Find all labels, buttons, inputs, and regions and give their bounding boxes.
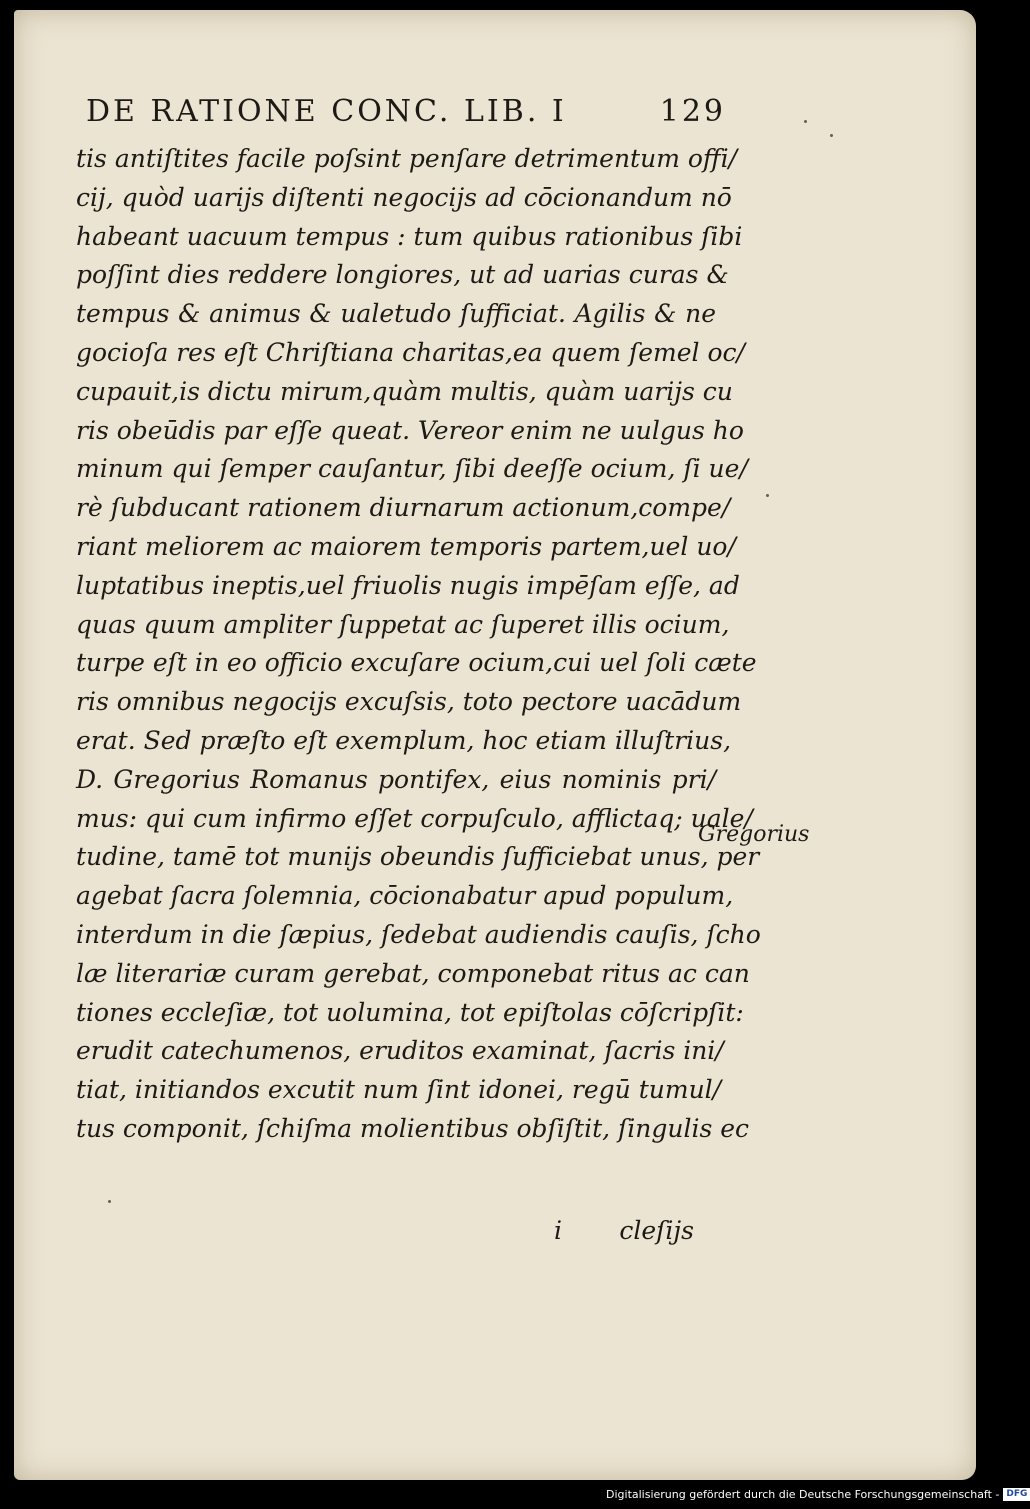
text-line: habeant uacuum tempus : tum quibus rationibus ſibi: [76, 221, 743, 251]
digitization-credit: [606, 1488, 1030, 1501]
running-header: [86, 94, 726, 129]
text-line: gocioſa res eſt Chriſtiana charitas,ea quem ſemel oc/: [76, 337, 745, 367]
text-line: luptatibus ineptis,uel friuolis nugis impēſam eſſe, ad: [76, 570, 740, 600]
body-text: [76, 140, 761, 1149]
text-line: cupauit,is dictu mirum,quàm multis, quàm uarijs cu: [76, 376, 733, 406]
text-line: riant meliorem ac maiorem temporis partem,uel uo/: [76, 531, 736, 561]
text-line: mus: qui cum infirmo eſſet corpuſculo, afflictaq; uale/: [76, 803, 753, 833]
text-line: poſſint dies reddere longiores, ut ad uarias curas &: [76, 260, 729, 290]
text-line: quas quum ampliter ſuppetat ac ſuperet illis ocium,: [76, 609, 730, 639]
text-line: turpe eſt in eo officio excuſare ocium,cui uel ſoli cæte: [76, 648, 757, 678]
catchword: cleſijs: [619, 1216, 694, 1245]
text-line: D. Gregorius Romanus pontifex, eius nominis pri/: [76, 764, 716, 794]
page-number: 129: [659, 94, 726, 129]
text-line: erudit catechumenos, eruditos examinat, ſacris ini/: [76, 1036, 724, 1066]
paper-speck: [804, 120, 807, 123]
text-line: tempus & animus & ualetudo ſufficiat. Agilis & ne: [76, 299, 716, 329]
text-line: cij, quòd uarijs diſtenti negocijs ad cōcionandum nō: [76, 182, 732, 212]
paper-speck: [766, 494, 769, 497]
running-title: DE RATIONE CONC. LIB. I: [86, 94, 567, 129]
text-line: agebat ſacra ſolemnia, cōcionabatur apud populum,: [76, 881, 734, 911]
text-line: rè ſubducant rationem diurnarum actionum,compe/: [76, 493, 731, 523]
signature-mark: i: [554, 1216, 562, 1245]
text-line: tiones eccleſiæ, tot uolumina, tot epiſtolas cōſcripſit:: [76, 997, 744, 1027]
text-line: interdum in die ſæpius, ſedebat audiendis cauſis, ſcho: [76, 919, 761, 949]
marginal-note: Gregorius: [698, 822, 810, 847]
text-line: erat. Sed præſto eſt exemplum, hoc etiam illuſtrius,: [76, 725, 732, 755]
catch-line: [554, 1216, 694, 1245]
dfg-logo: DFG: [1003, 1488, 1030, 1501]
text-line: minum qui ſemper cauſantur, ſibi deeſſe ocium, ſi ue/: [76, 454, 748, 484]
text-line: læ literariæ curam gerebat, componebat ritus ac can: [76, 958, 750, 988]
paper-speck: [830, 134, 833, 137]
book-page: [14, 10, 976, 1480]
text-line: ris omnibus negocijs excuſsis, toto pectore uacādum: [76, 687, 742, 717]
credit-text: Digitalisierung gefördert durch die Deutsche Forschungsgemeinschaft -: [606, 1488, 1000, 1501]
text-line: tis antiſtites facile poſsint penſare detrimentum offi/: [76, 144, 738, 173]
text-line: tudine, tamē tot munijs obeundis ſufficiebat unus, per: [76, 842, 760, 872]
text-line: tiat, initiandos excutit num ſint idonei, regū tumul/: [76, 1075, 722, 1105]
text-line: ris obeūdis par eſſe queat. Vereor enim ne uulgus ho: [76, 415, 744, 445]
text-line: tus componit, ſchiſma molientibus obſiſtit, ſingulis ec: [76, 1113, 750, 1143]
paper-speck: [108, 1200, 111, 1203]
